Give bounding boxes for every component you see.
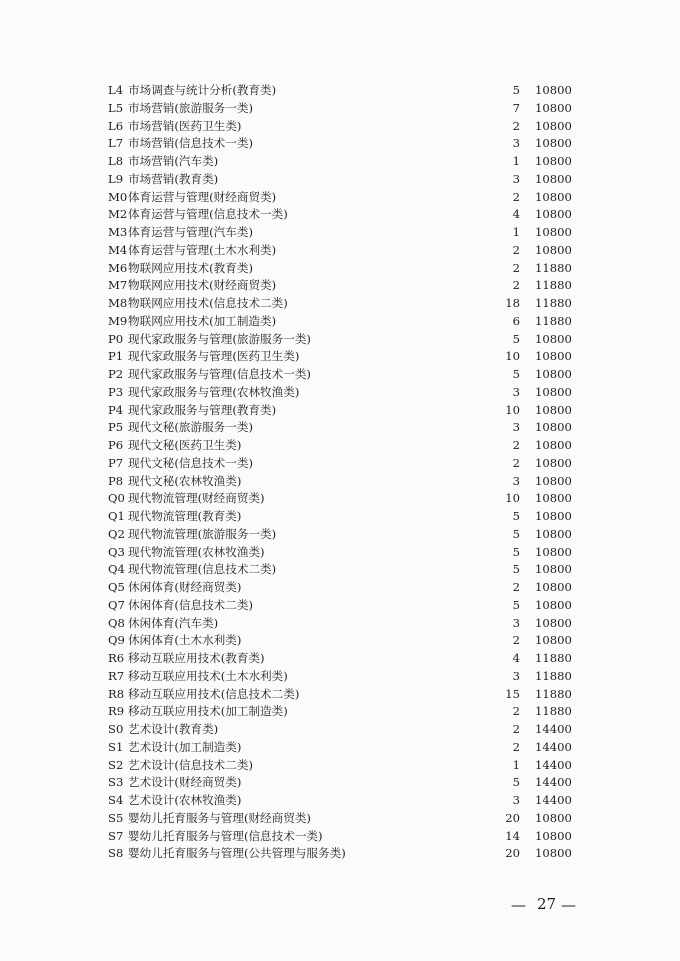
program-code: M4	[108, 242, 128, 257]
program-name: 市场营销(旅游服务一类)	[128, 100, 253, 115]
program-code: P7	[108, 455, 124, 470]
list-item	[0, 313, 680, 331]
enrollment-count: 2	[512, 580, 520, 594]
program-code: M6	[108, 260, 128, 275]
program-code: R9	[108, 704, 125, 719]
program-name: 现代文秘(旅游服务一类)	[128, 420, 253, 435]
program-code: P0	[108, 331, 124, 346]
tuition-fee: 10800	[535, 615, 572, 630]
program-name: 现代家政服务与管理(旅游服务一类)	[128, 331, 311, 346]
list-item	[0, 171, 680, 189]
enrollment-count: 10	[505, 491, 520, 506]
enrollment-count: 3	[512, 136, 520, 151]
enrollment-count: 2	[512, 278, 520, 293]
enrollment-count: 3	[512, 420, 520, 435]
program-name: 艺术设计(加工制造类)	[128, 739, 242, 754]
program-code: Q1	[108, 509, 125, 523]
program-name: 现代家政服务与管理(信息技术一类)	[128, 367, 311, 381]
list-item	[0, 331, 680, 349]
list-item	[0, 224, 680, 242]
program-code: Q5	[108, 580, 125, 594]
enrollment-count: 10	[505, 402, 520, 417]
list-item	[0, 118, 680, 136]
enrollment-count: 5	[512, 331, 520, 346]
list-item	[0, 757, 680, 775]
program-name: 现代家政服务与管理(教育类)	[128, 402, 277, 417]
list-item	[0, 650, 680, 668]
enrollment-count: 2	[512, 260, 520, 275]
enrollment-count: 2	[512, 722, 520, 736]
program-code: Q7	[108, 597, 125, 612]
program-name: 市场营销(医药卫生类)	[128, 118, 242, 133]
tuition-fee: 10800	[535, 810, 572, 825]
program-name: 移动互联应用技术(信息技术二类)	[128, 686, 300, 701]
program-code: S5	[108, 810, 124, 825]
program-name: 市场调查与统计分析(教育类)	[128, 83, 277, 97]
enrollment-count: 2	[512, 633, 520, 648]
enrollment-count: 2	[512, 438, 520, 452]
enrollment-count: 5	[512, 562, 520, 577]
tuition-fee: 10800	[535, 384, 572, 399]
program-name: 婴幼儿托育服务与管理(财经商贸类)	[128, 810, 311, 825]
list-item	[0, 348, 680, 366]
tuition-fee: 14400	[535, 793, 572, 807]
list-item	[0, 721, 680, 739]
program-name: 休闲体育(汽车类)	[128, 615, 219, 630]
program-code: L9	[108, 171, 124, 186]
list-item	[0, 100, 680, 118]
enrollment-count: 15	[505, 686, 520, 701]
list-item	[0, 579, 680, 597]
enrollment-count: 4	[512, 207, 520, 222]
list-item	[0, 668, 680, 686]
program-code: S8	[108, 846, 124, 861]
list-item	[0, 473, 680, 491]
enrollment-count: 3	[512, 473, 520, 488]
enrollment-count: 4	[512, 651, 520, 665]
enrollment-count: 5	[512, 597, 520, 612]
tuition-fee: 10800	[535, 154, 572, 168]
tuition-fee: 11880	[535, 260, 572, 275]
enrollment-count: 18	[505, 296, 520, 310]
list-item	[0, 384, 680, 402]
tuition-fee: 10800	[535, 100, 572, 115]
list-item	[0, 206, 680, 224]
enrollment-count: 2	[512, 704, 520, 719]
tuition-fee: 10800	[535, 544, 572, 559]
tuition-fee: 11880	[535, 313, 572, 328]
tuition-fee: 10800	[535, 207, 572, 222]
enrollment-count: 5	[512, 509, 520, 523]
program-name: 现代文秘(医药卫生类)	[128, 438, 242, 452]
tuition-fee: 10800	[535, 367, 572, 381]
tuition-fee: 10800	[535, 136, 572, 151]
tuition-fee: 10800	[535, 118, 572, 133]
program-name: 体育运营与管理(财经商贸类)	[128, 189, 277, 204]
program-code: M7	[108, 278, 128, 293]
tuition-fee: 10800	[535, 331, 572, 346]
program-name: 现代文秘(农林牧渔类)	[128, 473, 242, 488]
list-item	[0, 526, 680, 544]
list-item	[0, 277, 680, 295]
enrollment-count: 20	[505, 846, 520, 861]
program-code: M0	[108, 189, 128, 204]
list-item	[0, 828, 680, 846]
program-code: R7	[108, 668, 125, 683]
program-code: S1	[108, 739, 124, 754]
tuition-fee: 14400	[535, 739, 572, 754]
program-code: S4	[108, 793, 124, 807]
list-item	[0, 597, 680, 615]
program-code: L7	[108, 136, 124, 151]
enrollment-count: 5	[512, 544, 520, 559]
tuition-fee: 14400	[535, 722, 572, 736]
program-code: P3	[108, 384, 124, 399]
program-name: 现代家政服务与管理(农林牧渔类)	[128, 384, 300, 399]
tuition-fee: 11880	[535, 704, 572, 719]
list-item	[0, 419, 680, 437]
enrollment-count: 7	[512, 100, 520, 115]
program-name: 物联网应用技术(加工制造类)	[128, 313, 277, 328]
tuition-fee: 10800	[535, 225, 572, 239]
tuition-fee: 10800	[535, 597, 572, 612]
program-code: S0	[108, 722, 124, 736]
tuition-fee: 10800	[535, 846, 572, 861]
enrollment-count: 5	[512, 526, 520, 541]
program-code: P4	[108, 402, 124, 417]
enrollment-count: 3	[512, 615, 520, 630]
program-code: Q2	[108, 526, 125, 541]
program-name: 艺术设计(信息技术二类)	[128, 757, 253, 772]
tuition-fee: 10800	[535, 580, 572, 594]
program-name: 物联网应用技术(教育类)	[128, 260, 253, 275]
list-item	[0, 295, 680, 313]
tuition-fee: 10800	[535, 402, 572, 417]
enrollment-count: 2	[512, 189, 520, 204]
program-name: 市场营销(汽车类)	[128, 154, 219, 168]
list-item	[0, 739, 680, 757]
program-code: R8	[108, 686, 125, 701]
program-name: 现代物流管理(信息技术二类)	[128, 562, 277, 577]
program-name: 体育运营与管理(土木水利类)	[128, 242, 277, 257]
list-item	[0, 632, 680, 650]
program-code: Q0	[108, 491, 125, 506]
program-code: L6	[108, 118, 124, 133]
program-name: 现代物流管理(旅游服务一类)	[128, 526, 277, 541]
program-name: 休闲体育(土木水利类)	[128, 633, 242, 648]
list-item	[0, 792, 680, 810]
tuition-fee: 10800	[535, 349, 572, 364]
program-code: S7	[108, 828, 124, 843]
tuition-fee: 10800	[535, 438, 572, 452]
tuition-fee: 10800	[535, 189, 572, 204]
tuition-fee: 10800	[535, 491, 572, 506]
enrollment-count: 5	[512, 775, 520, 790]
enrollment-count: 1	[512, 225, 520, 239]
program-code: S2	[108, 757, 124, 772]
program-code: Q3	[108, 544, 125, 559]
program-code: M3	[108, 225, 128, 239]
program-code: M9	[108, 313, 128, 328]
list-item	[0, 845, 680, 863]
program-name: 艺术设计(财经商贸类)	[128, 775, 242, 790]
program-code: Q9	[108, 633, 125, 648]
program-name: 市场营销(教育类)	[128, 171, 219, 186]
program-name: 物联网应用技术(财经商贸类)	[128, 278, 277, 293]
program-name: 艺术设计(教育类)	[128, 722, 219, 736]
tuition-fee: 11880	[535, 668, 572, 683]
list-item	[0, 242, 680, 260]
page-number: 27	[537, 895, 557, 913]
program-code: L8	[108, 154, 124, 168]
tuition-fee: 14400	[535, 757, 572, 772]
enrollment-count: 5	[512, 83, 520, 97]
enrollment-count: 2	[512, 739, 520, 754]
program-name: 体育运营与管理(信息技术一类)	[128, 207, 288, 222]
tuition-fee: 11880	[535, 651, 572, 665]
program-name: 婴幼儿托育服务与管理(公共管理与服务类)	[128, 846, 346, 861]
enrollment-count: 3	[512, 384, 520, 399]
enrollment-count: 2	[512, 242, 520, 257]
program-name: 体育运营与管理(汽车类)	[128, 225, 253, 239]
program-name: 休闲体育(信息技术二类)	[128, 597, 253, 612]
tuition-fee: 10800	[535, 455, 572, 470]
list-item	[0, 615, 680, 633]
program-code: M8	[108, 296, 128, 310]
tuition-fee: 10800	[535, 242, 572, 257]
list-item	[0, 135, 680, 153]
tuition-fee: 10800	[535, 562, 572, 577]
tuition-fee: 14400	[535, 775, 572, 790]
program-name: 现代文秘(信息技术一类)	[128, 455, 253, 470]
footer-dash-right: —	[561, 896, 576, 914]
program-name: 移动互联应用技术(教育类)	[128, 651, 265, 665]
tuition-fee: 11880	[535, 278, 572, 293]
list-item	[0, 810, 680, 828]
program-code: L5	[108, 100, 124, 115]
program-code: Q4	[108, 562, 125, 577]
list-item	[0, 686, 680, 704]
enrollment-count: 2	[512, 118, 520, 133]
tuition-fee: 10800	[535, 420, 572, 435]
tuition-fee: 10800	[535, 171, 572, 186]
program-name: 移动互联应用技术(土木水利类)	[128, 668, 288, 683]
program-code: Q8	[108, 615, 125, 630]
enrollment-count: 3	[512, 171, 520, 186]
program-code: P5	[108, 420, 124, 435]
list-item	[0, 774, 680, 792]
list-item	[0, 189, 680, 207]
enrollment-count: 10	[505, 349, 520, 364]
list-item	[0, 508, 680, 526]
enrollment-count: 20	[505, 810, 520, 825]
list-item	[0, 490, 680, 508]
program-name: 市场营销(信息技术一类)	[128, 136, 253, 151]
list-item	[0, 366, 680, 384]
program-code: P6	[108, 438, 124, 452]
program-name: 艺术设计(农林牧渔类)	[128, 793, 242, 807]
program-name: 现代物流管理(教育类)	[128, 509, 242, 523]
enrollment-count: 1	[512, 757, 520, 772]
program-code: P1	[108, 349, 124, 364]
tuition-fee: 11880	[535, 686, 572, 701]
enrollment-count: 5	[512, 367, 520, 381]
program-name: 现代物流管理(农林牧渔类)	[128, 544, 265, 559]
tuition-fee: 10800	[535, 526, 572, 541]
list-item	[0, 703, 680, 721]
tuition-fee: 10800	[535, 473, 572, 488]
program-name: 婴幼儿托育服务与管理(信息技术一类)	[128, 828, 323, 843]
program-name: 现代家政服务与管理(医药卫生类)	[128, 349, 300, 364]
program-code: R6	[108, 651, 125, 665]
list-item	[0, 260, 680, 278]
footer-dash-left: —	[511, 896, 526, 914]
enrollment-count: 1	[512, 154, 520, 168]
tuition-fee: 10800	[535, 509, 572, 523]
program-code: L4	[108, 83, 124, 97]
program-name: 休闲体育(财经商贸类)	[128, 580, 242, 594]
list-item	[0, 82, 680, 100]
list-item	[0, 561, 680, 579]
list-item	[0, 402, 680, 420]
enrollment-count: 2	[512, 455, 520, 470]
program-name: 物联网应用技术(信息技术二类)	[128, 296, 288, 310]
tuition-fee: 10800	[535, 633, 572, 648]
enrollment-count: 3	[512, 668, 520, 683]
program-code: M2	[108, 207, 128, 222]
program-code: S3	[108, 775, 124, 790]
list-item	[0, 544, 680, 562]
program-name: 现代物流管理(财经商贸类)	[128, 491, 265, 506]
enrollment-count: 3	[512, 793, 520, 807]
tuition-fee: 11880	[535, 296, 572, 310]
program-code: P2	[108, 367, 124, 381]
list-item	[0, 455, 680, 473]
enrollment-count: 6	[512, 313, 520, 328]
program-name: 移动互联应用技术(加工制造类)	[128, 704, 288, 719]
list-item	[0, 153, 680, 171]
tuition-fee: 10800	[535, 828, 572, 843]
program-code: P8	[108, 473, 124, 488]
tuition-fee: 10800	[535, 83, 572, 97]
list-item	[0, 437, 680, 455]
enrollment-count: 14	[505, 828, 520, 843]
